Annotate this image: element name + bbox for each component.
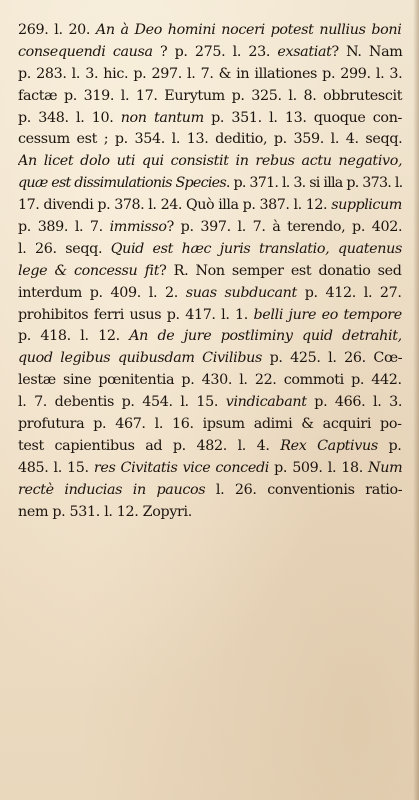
text-line <box>18 436 408 458</box>
italic-text: non tantum <box>120 109 204 126</box>
italic-text: Quid est hæc juris translatio, quatenus <box>110 240 402 257</box>
italic-text: Num <box>368 459 403 476</box>
roman-text: nem p. 531. l. 12. Zopyri. <box>18 503 192 520</box>
text-line <box>18 392 408 414</box>
roman-text: p. 348. l. 10. <box>18 109 121 126</box>
italic-text: res Civitatis vice concedi <box>93 459 269 476</box>
italic-text: An de jure postliminy quid detrahit, <box>129 328 402 345</box>
text-line <box>18 108 408 130</box>
roman-text: 269. l. 20. <box>18 22 96 38</box>
roman-text: prohibitos ferri usus p. 417. l. 1. <box>18 306 254 323</box>
roman-text: cessum est ; p. 354. l. 13. deditio, p. 359. l. 4. seqq. <box>18 131 403 148</box>
text-line <box>18 370 408 392</box>
page-edge-shadow <box>413 0 419 800</box>
roman-text: ? N. Nam <box>331 43 403 60</box>
text-line <box>18 239 408 261</box>
roman-text: lestæ sine pœnitentia p. 430. l. 22. commoti p. 442. <box>18 372 402 389</box>
roman-text: ? p. 397. l. 7. à terendo, p. 402. <box>166 219 403 236</box>
text-line <box>18 195 408 217</box>
italic-text: An à Deo homini noceri potest nullius boni <box>95 22 402 38</box>
text-line <box>18 42 408 64</box>
roman-text: ? R. Non semper est donatio sed <box>159 262 402 279</box>
roman-text: p. 412. l. 27. <box>296 284 402 301</box>
italic-text: suas subducant <box>185 284 297 301</box>
text-line <box>18 86 408 108</box>
text-line <box>18 151 408 173</box>
italic-text: belli jure eo tempore <box>253 306 402 323</box>
roman-text: interdum p. 409. l. 2. <box>18 284 186 301</box>
text-line <box>18 348 408 370</box>
roman-text: profutura p. 467. l. 16. ipsum adimi & acquiri po- <box>18 416 402 433</box>
italic-text: rectè inducias in paucos <box>18 481 206 498</box>
roman-text: ? p. 275. l. 23. <box>152 43 278 60</box>
italic-text: lege & concessu fit <box>18 262 160 279</box>
roman-text: p. 425. l. 26. Cœ- <box>262 350 403 367</box>
italic-text: supplicum <box>331 197 402 214</box>
italic-text: vindicabant <box>225 394 307 411</box>
roman-text: factæ p. 319. l. 17. Eurytum p. 325. l. 8. obbrutescit <box>18 87 403 104</box>
italic-text: exsatiat <box>277 43 332 60</box>
roman-text: p. 389. l. 7. <box>18 219 110 236</box>
roman-text: 17. divendi p. 378. l. 24. Quò illa p. 387. l. 12. <box>18 197 332 214</box>
italic-text: An licet dolo uti qui consistit in rebus actu negativo, <box>18 153 403 170</box>
roman-text: 485. l. 15. <box>18 459 94 476</box>
text-line <box>18 217 408 239</box>
text-line <box>18 261 408 283</box>
italic-text: quod legibus quibusdam Civilibus <box>18 350 262 367</box>
roman-text: p. 351. l. 13. quoque con- <box>203 109 403 126</box>
roman-text: l. 26. seqq. <box>18 240 111 257</box>
text-line <box>18 64 408 86</box>
text-line <box>18 458 408 480</box>
italic-text: Rex Captivus <box>280 437 378 454</box>
text-line <box>18 502 408 524</box>
text-line <box>18 305 408 327</box>
text-line <box>18 173 408 195</box>
roman-text: p. 418. l. 12. <box>18 328 130 345</box>
text-line <box>18 480 408 502</box>
text-line <box>18 283 408 305</box>
roman-text: l. 26. conventionis ratio- <box>205 481 403 498</box>
roman-text: p. <box>377 437 402 454</box>
roman-text: p. 283. l. 3. hic. p. 297. l. 7. & in illationes p. 299. l. 3. <box>18 65 403 82</box>
italic-text: immisso <box>109 219 167 236</box>
text-line <box>18 326 408 348</box>
text-line <box>18 414 408 436</box>
text-line <box>18 129 408 151</box>
errata-text-block <box>18 20 408 523</box>
roman-text: test capientibus ad p. 482. l. 4. <box>18 437 281 454</box>
roman-text: . p. 371. l. 3. si illa p. 373. l. <box>225 175 403 192</box>
roman-text: p. 509. l. 18. <box>268 459 369 476</box>
roman-text: l. 7. debentis p. 454. l. 15. <box>18 394 226 411</box>
text-line <box>18 20 408 42</box>
italic-text: quæ est dissimulationis Species <box>18 175 226 192</box>
italic-text: consequendi causa <box>18 43 153 60</box>
roman-text: p. 466. l. 3. <box>306 394 403 411</box>
